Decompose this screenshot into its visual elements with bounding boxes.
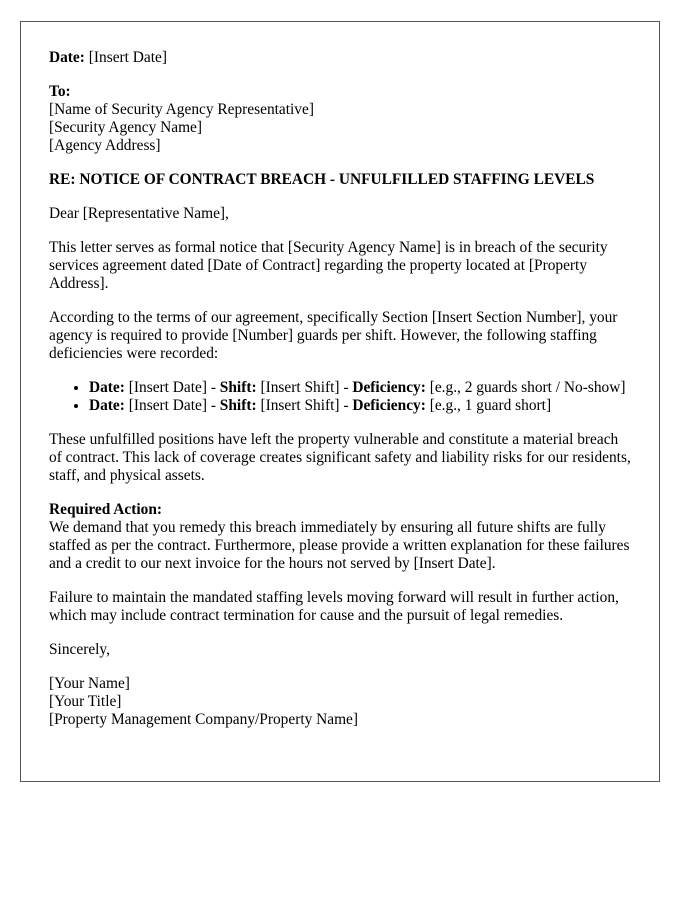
recipient-label: To: (49, 83, 71, 100)
subject-text: RE: NOTICE OF CONTRACT BREACH - UNFULFILLED STAFFING LEVELS (49, 171, 595, 188)
closing: Sincerely, (49, 641, 110, 658)
deficiency-date-value: [Insert Date] (128, 379, 207, 396)
deficiency-shift-label: Shift: (219, 379, 257, 396)
deficiency-type-label: Deficiency: (352, 379, 426, 396)
separator: - (339, 397, 353, 414)
recipient-name: [Name of Security Agency Representative] (49, 101, 314, 118)
recipient-block (49, 83, 631, 155)
separator: - (206, 379, 220, 396)
signature-block (49, 675, 631, 729)
paragraph-consequences: Failure to maintain the mandated staffing levels moving forward will result in further action, which may include contract termination for cause and the pursuit of legal remedies. (49, 589, 619, 624)
paragraph-risk-statement: These unfulfilled positions have left the property vulnerable and constitute a material breach of contract. This lack of coverage creates significant safety and liability risks for our residents, staff, and physical assets. (49, 431, 631, 484)
deficiency-date-label: Date: (89, 379, 125, 396)
deficiency-date-value: [Insert Date] (128, 397, 207, 414)
date-line (49, 49, 631, 67)
required-action-block (49, 501, 631, 573)
recipient-agency: [Security Agency Name] (49, 119, 202, 136)
salutation: Dear [Representative Name], (49, 205, 229, 222)
deficiency-type-label: Deficiency: (352, 397, 426, 414)
deficiency-type-value: [e.g., 1 guard short] (429, 397, 552, 414)
paragraph-breach-notice: This letter serves as formal notice that [Security Agency Name] is in breach of the security services agreement dated [Date of Contract] regarding the property located at [Property Address]. (49, 239, 608, 292)
paragraph-agreement-terms: According to the terms of our agreement, specifically Section [Insert Section Number], your agency is required to provide [Number] guards per shift. However, the following staffing deficiencies were recorded: (49, 309, 618, 362)
date-value: [Insert Date] (88, 49, 167, 66)
subject-line (49, 171, 631, 189)
separator: - (339, 379, 353, 396)
deficiency-list (49, 379, 631, 415)
deficiency-shift-value: [Insert Shift] (260, 397, 340, 414)
letter-document (20, 21, 660, 782)
separator: - (206, 397, 220, 414)
required-action-label: Required Action: (49, 501, 163, 518)
deficiency-date-label: Date: (89, 397, 125, 414)
signature-company: [Property Management Company/Property Name] (49, 711, 359, 728)
required-action-text: We demand that you remedy this breach immediately by ensuring all future shifts are fully staffed as per the contract. Furthermore, please provide a written explanation for these failures and a credit to our next invoice for the hours not served by [Insert Date]. (49, 519, 630, 572)
signature-name: [Your Name] (49, 675, 130, 692)
deficiency-shift-label: Shift: (219, 397, 257, 414)
signature-title: [Your Title] (49, 693, 122, 710)
deficiency-type-value: [e.g., 2 guards short / No-show] (429, 379, 626, 396)
recipient-address: [Agency Address] (49, 137, 161, 154)
list-item (89, 397, 631, 415)
date-label: Date: (49, 49, 85, 66)
list-item (89, 379, 631, 397)
deficiency-shift-value: [Insert Shift] (260, 379, 340, 396)
